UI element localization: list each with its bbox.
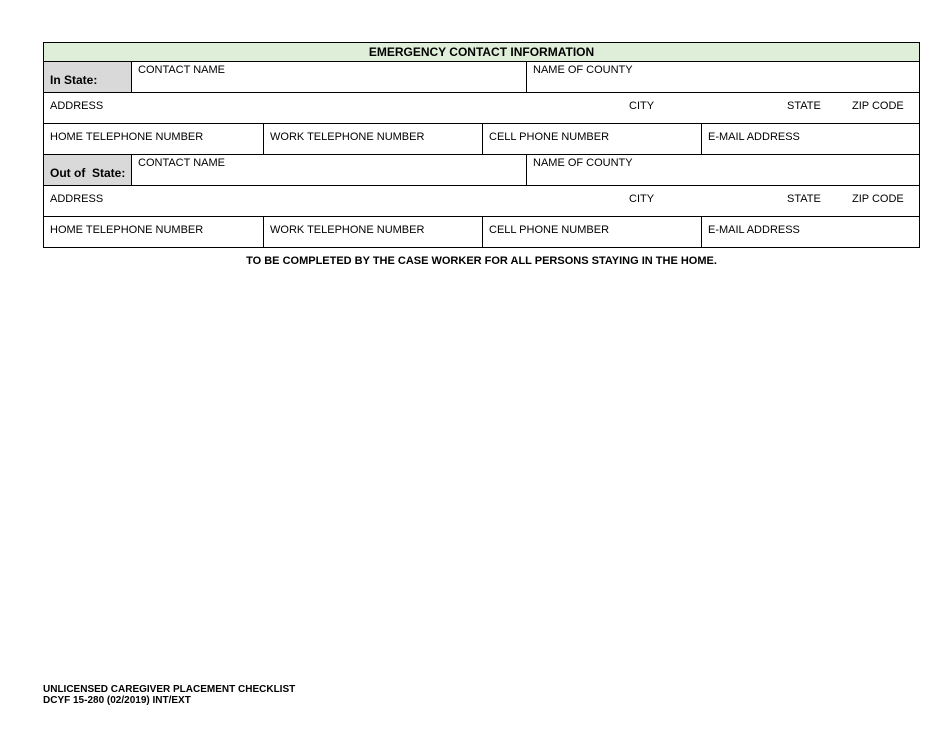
in-state-contact-row [44,62,919,93]
cell-phone-label: CELL PHONE NUMBER [489,131,610,143]
emergency-contact-form [43,42,920,248]
out-of-state-label [44,155,132,185]
county-label: NAME OF COUNTY [533,157,633,169]
out-of-state-home-phone-field[interactable] [44,217,263,248]
in-state-phone-row [44,124,919,155]
address-label: ADDRESS [50,100,104,112]
in-state-work-phone-field[interactable] [263,124,482,154]
work-phone-label: WORK TELEPHONE NUMBER [270,131,425,143]
email-label: E-MAIL ADDRESS [708,131,800,143]
in-state-home-phone-field[interactable] [44,124,263,154]
out-of-state-work-phone-field[interactable] [263,217,482,248]
out-of-state-contact-name-field[interactable] [132,155,526,185]
county-label: NAME OF COUNTY [533,64,633,76]
in-state-county-field[interactable] [526,62,919,92]
in-state-label [44,62,132,92]
city-label: CITY [629,100,655,112]
in-state-label-text: In State: [50,73,98,87]
form-number: DCYF 15-280 (02/2019) INT/EXT [43,695,191,706]
zip-label: ZIP CODE [852,100,904,112]
contact-name-label: CONTACT NAME [138,64,225,76]
state-label: STATE [787,100,821,112]
out-of-state-contact-row [44,155,919,186]
zip-label: ZIP CODE [852,193,904,205]
form-header: EMERGENCY CONTACT INFORMATION [44,43,919,62]
in-state-address-row [44,93,919,124]
out-of-state-cell-phone-field[interactable] [482,217,701,248]
out-of-state-label-text: Out of State: [50,166,126,180]
out-of-state-address-row [44,186,919,217]
in-state-address-field[interactable] [44,93,919,123]
work-phone-label: WORK TELEPHONE NUMBER [270,224,425,236]
home-phone-label: HOME TELEPHONE NUMBER [50,224,204,236]
city-label: CITY [629,193,655,205]
out-of-state-phone-row [44,217,919,248]
contact-name-label: CONTACT NAME [138,157,225,169]
out-of-state-email-field[interactable] [701,217,919,248]
out-of-state-county-field[interactable] [526,155,919,185]
in-state-cell-phone-field[interactable] [482,124,701,154]
out-of-state-address-field[interactable] [44,186,919,216]
form-title: UNLICENSED CAREGIVER PLACEMENT CHECKLIST [43,684,296,695]
in-state-email-field[interactable] [701,124,919,154]
form-footer [43,684,295,706]
address-label: ADDRESS [50,193,104,205]
in-state-contact-name-field[interactable] [132,62,526,92]
home-phone-label: HOME TELEPHONE NUMBER [50,131,204,143]
cell-phone-label: CELL PHONE NUMBER [489,224,610,236]
email-label: E-MAIL ADDRESS [708,224,800,236]
case-worker-note: TO BE COMPLETED BY THE CASE WORKER FOR ALL PERSONS STAYING IN THE HOME. [246,255,717,267]
state-label: STATE [787,193,821,205]
